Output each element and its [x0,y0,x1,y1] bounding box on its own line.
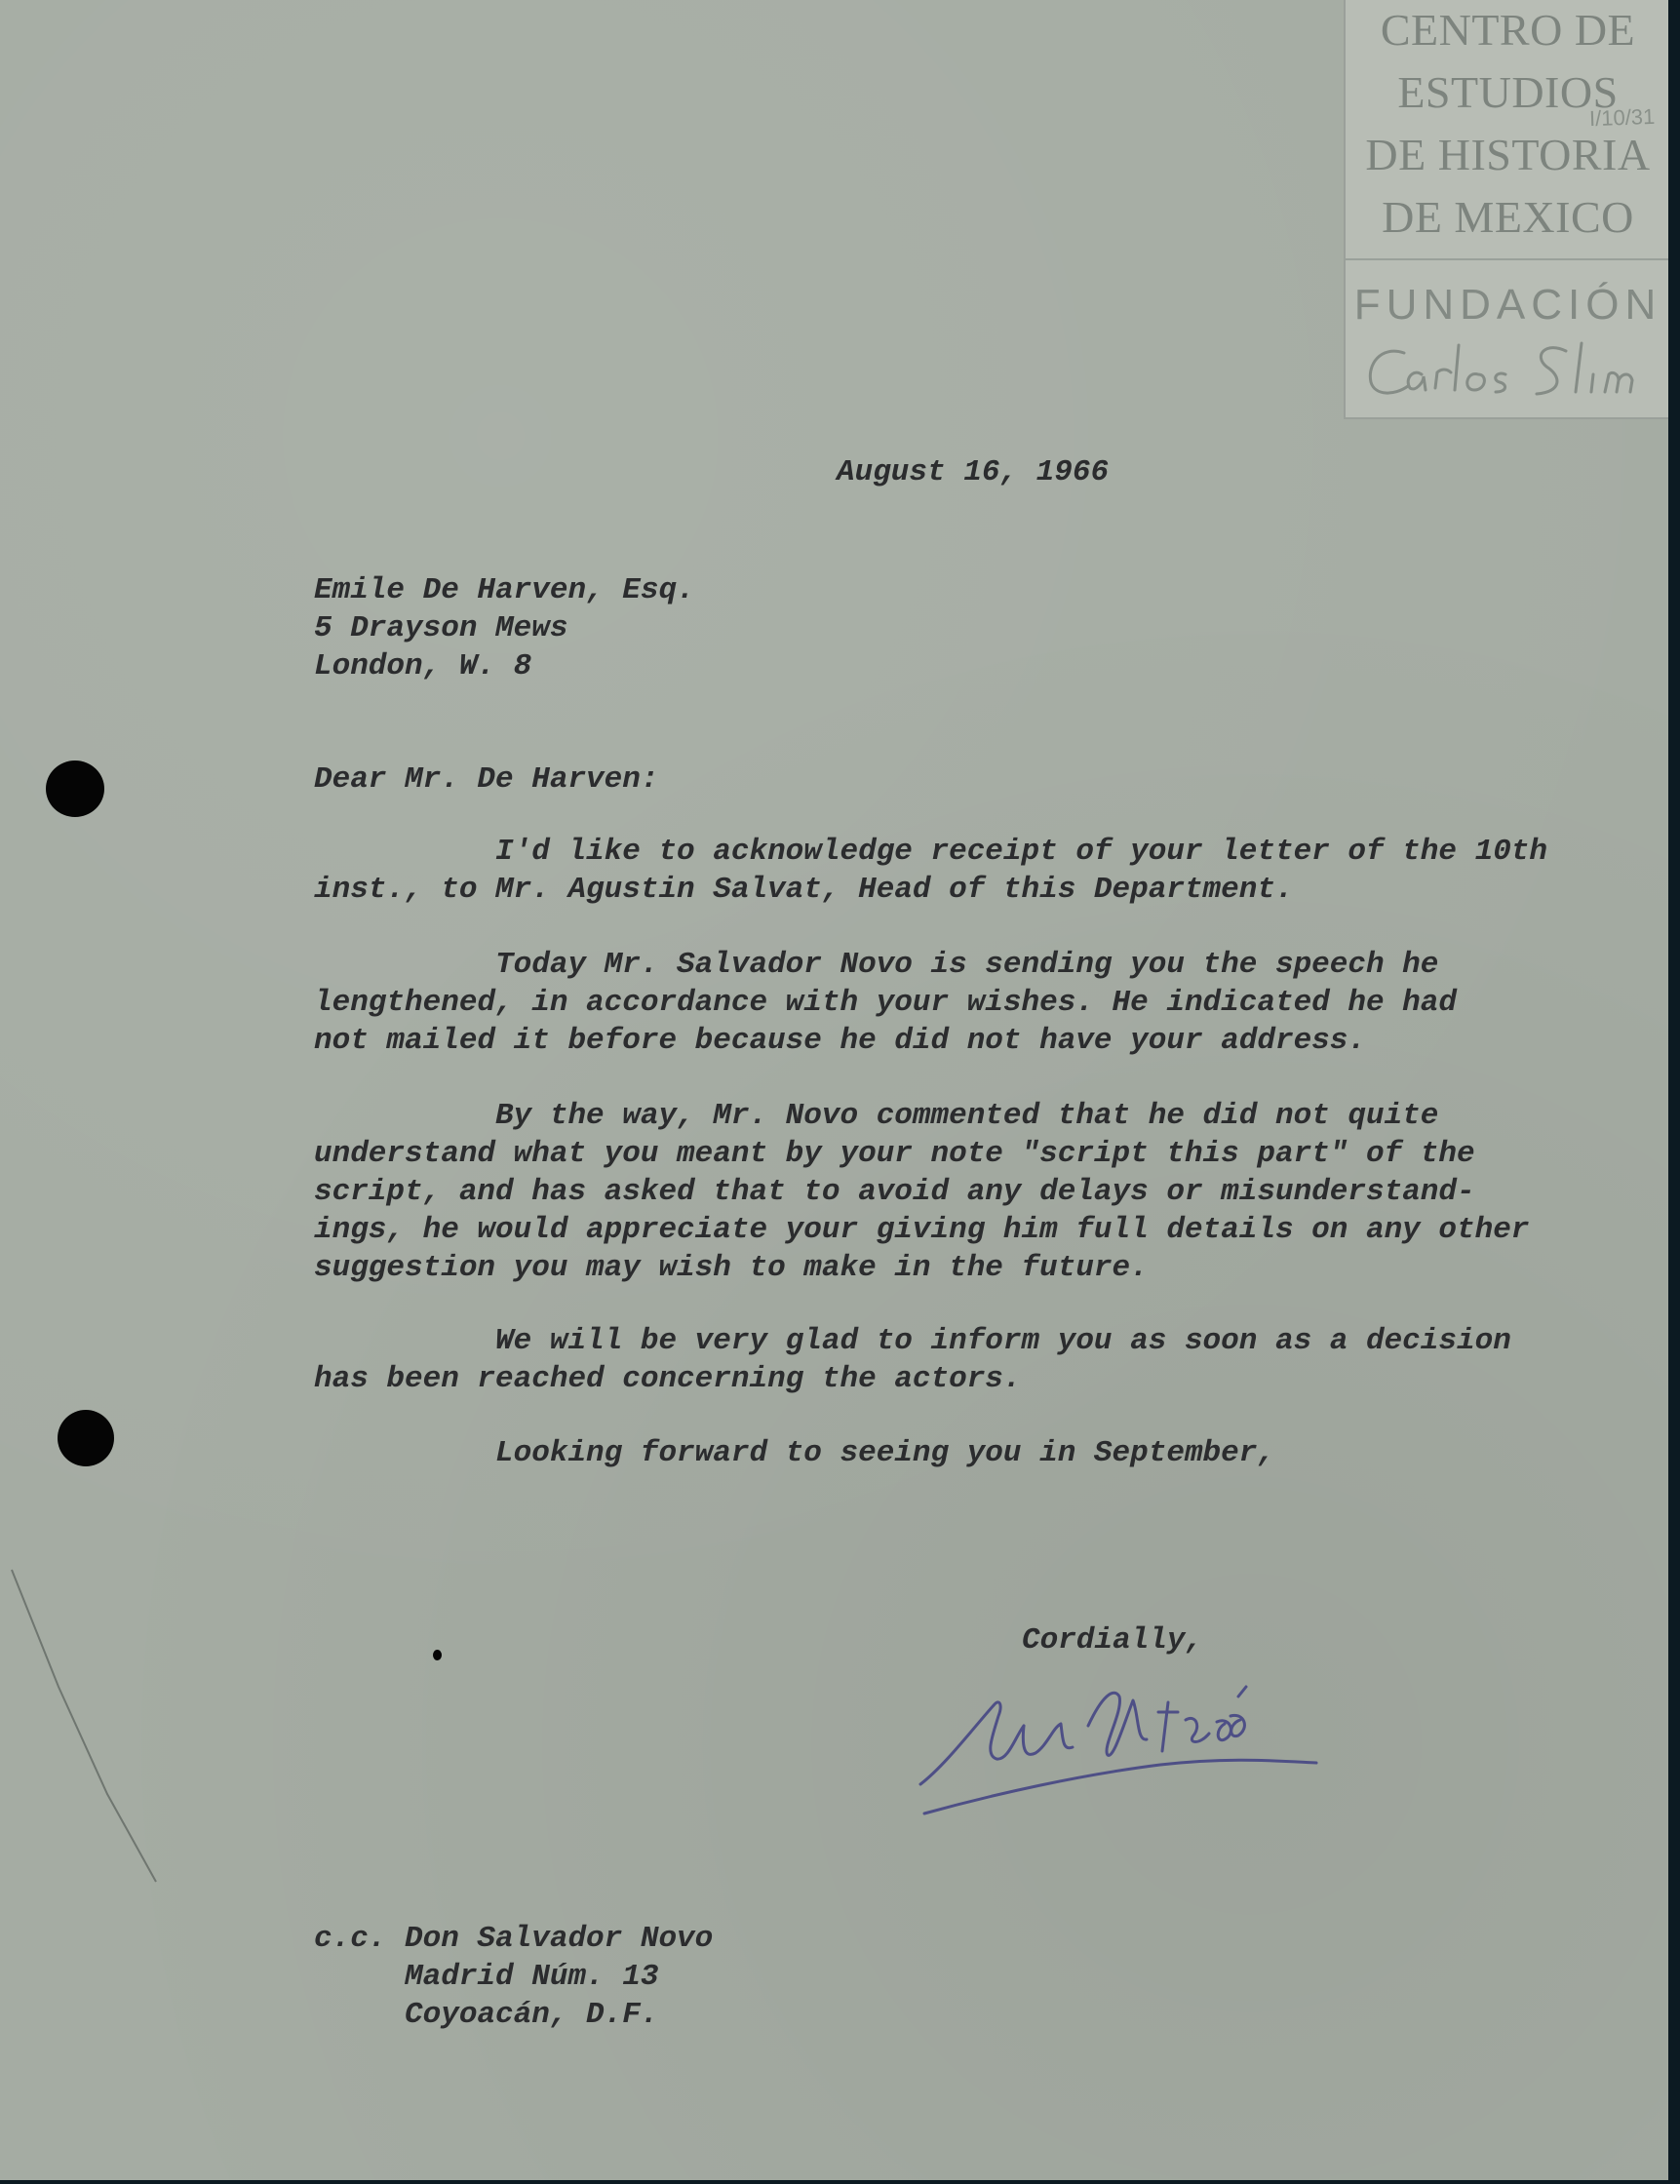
paragraph-5-line-1: Looking forward to seeing you in September, [314,1436,1275,1470]
handwritten-signature [907,1658,1375,1833]
punch-hole-top [46,760,104,817]
archive-stamp [1344,0,1668,419]
cc-line-3: Coyoacán, D.F. [314,1998,659,2032]
letter-date: August 16, 1966 [837,455,1110,489]
closing: Cordially, [1022,1623,1204,1658]
paragraph-3-line-5: suggestion you may wish to make in the future. [314,1251,1149,1285]
stamp-line-4: DE MEXICO [1382,192,1634,242]
ink-dot [433,1650,442,1660]
paragraph-3-line-2: understand what you meant by your note "script this part" of the [314,1137,1475,1171]
carlos-slim-signature-logo [1361,332,1654,410]
paragraph-4-line-1: We will be very glad to inform you as soon as a decision [314,1324,1511,1358]
archive-code: I/10/31 [1588,103,1656,132]
stamp-line-3: DE HISTORIA [1365,130,1651,179]
paper-crease [0,1540,195,1892]
paragraph-1-line-2: inst., to Mr. Agustin Salvat, Head of this Department. [314,873,1294,907]
recipient-name: Emile De Harven, Esq. [314,573,695,607]
stamp-line-1: CENTRO DE [1380,5,1636,55]
paragraph-4-line-2: has been reached concerning the actors. [314,1362,1022,1396]
punch-hole-bottom [58,1410,114,1466]
stamp-line-2: ESTUDIOS [1397,67,1619,117]
salutation: Dear Mr. De Harven: [314,762,659,797]
paragraph-3-line-3: script, and has asked that to avoid any delays or misunderstand- [314,1175,1475,1209]
recipient-city: London, W. 8 [314,649,532,683]
stamp-foundation: FUNDACIÓN [1353,281,1662,329]
cc-line-2: Madrid Núm. 13 [314,1960,659,1994]
recipient-street: 5 Drayson Mews [314,611,568,645]
paragraph-3-line-4: ings, he would appreciate your giving him full details on any other [314,1213,1530,1247]
cc-line-1: c.c. Don Salvador Novo [314,1922,714,1956]
stamp-divider [1346,258,1668,260]
paragraph-2-line-3: not mailed it before because he did not have your address. [314,1024,1366,1058]
paragraph-3-line-1: By the way, Mr. Novo commented that he did not quite [314,1099,1439,1133]
paragraph-2-line-2: lengthened, in accordance with your wishes. He indicated he had [314,986,1457,1020]
paragraph-2-line-1: Today Mr. Salvador Novo is sending you the speech he [314,948,1439,982]
paragraph-1-line-1: I'd like to acknowledge receipt of your letter of the 10th [314,835,1548,869]
